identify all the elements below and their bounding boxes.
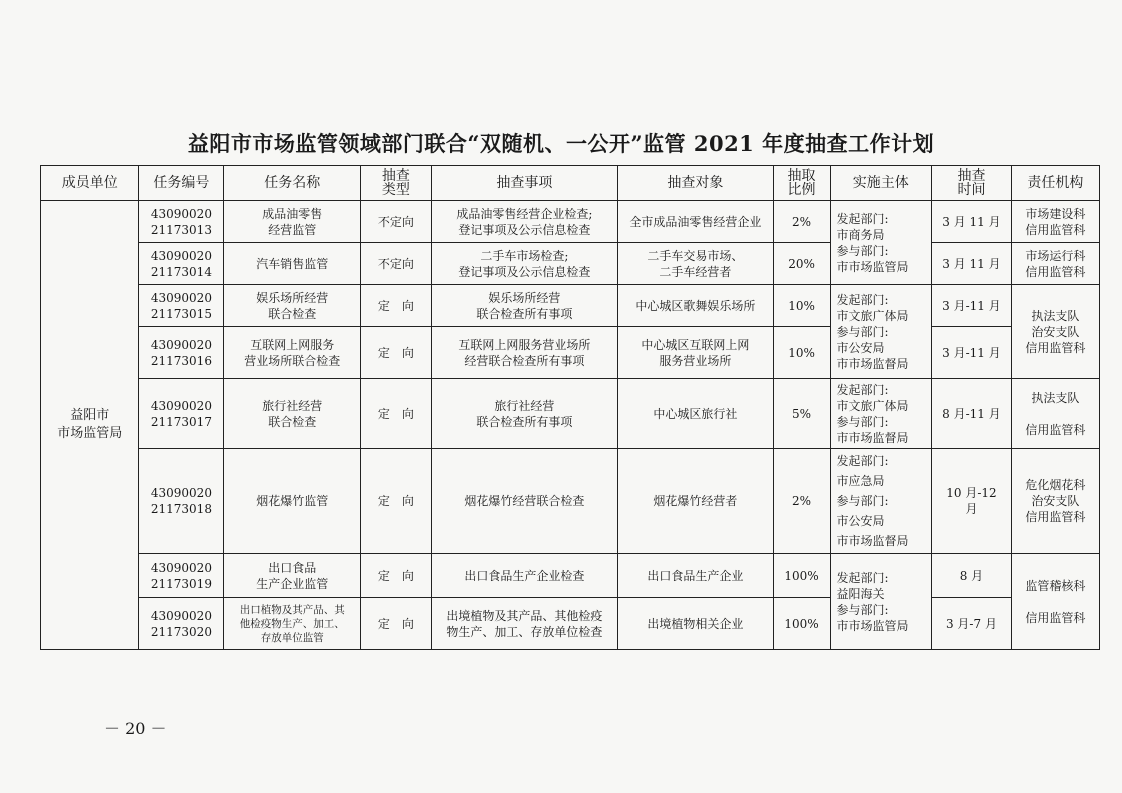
check-type-cell: 定 向 bbox=[361, 379, 431, 449]
table-row bbox=[41, 243, 1100, 285]
header-responsible: 责任机构 bbox=[1011, 166, 1099, 201]
task-code-cell: 43090020 21173017 bbox=[139, 379, 224, 449]
check-ratio-cell: 100% bbox=[773, 554, 830, 598]
task-name-cell: 旅行社经营 联合检查 bbox=[224, 379, 361, 449]
check-items-cell: 成品油零售经营企业检查; 登记事项及公示信息检查 bbox=[431, 201, 618, 243]
header-check-items: 抽查事项 bbox=[431, 166, 618, 201]
check-ratio-cell: 20% bbox=[773, 243, 830, 285]
header-task-name: 任务名称 bbox=[224, 166, 361, 201]
member-unit-cell: 益阳市 市场监管局 bbox=[41, 201, 139, 650]
check-items-cell: 出境植物及其产品、其他检疫 物生产、加工、存放单位检查 bbox=[431, 598, 618, 650]
check-items-cell: 二手车市场检查; 登记事项及公示信息检查 bbox=[431, 243, 618, 285]
header-task-code: 任务编号 bbox=[139, 166, 224, 201]
task-code-cell: 43090020 21173016 bbox=[139, 327, 224, 379]
check-time-cell: 3 月-7 月 bbox=[932, 598, 1012, 650]
header-check-objects: 抽查对象 bbox=[618, 166, 773, 201]
inspection-plan-table bbox=[40, 165, 1100, 650]
table-row bbox=[41, 598, 1100, 650]
task-name-cell: 娱乐场所经营 联合检查 bbox=[224, 285, 361, 327]
check-time-cell: 3 月 11 月 bbox=[932, 243, 1012, 285]
task-code-cell: 43090020 21173019 bbox=[139, 554, 224, 598]
check-ratio-cell: 2% bbox=[773, 201, 830, 243]
responsible-cell: 监管稽核科 信用监管科 bbox=[1011, 554, 1099, 650]
check-type-cell: 定 向 bbox=[361, 449, 431, 554]
table-row bbox=[41, 379, 1100, 449]
check-time-cell: 3 月-11 月 bbox=[932, 285, 1012, 327]
check-items-cell: 旅行社经营 联合检查所有事项 bbox=[431, 379, 618, 449]
check-objects-cell: 中心城区互联网上网 服务营业场所 bbox=[618, 327, 773, 379]
check-ratio-cell: 5% bbox=[773, 379, 830, 449]
task-code-cell: 43090020 21173020 bbox=[139, 598, 224, 650]
table-row bbox=[41, 285, 1100, 327]
task-code-cell: 43090020 21173013 bbox=[139, 201, 224, 243]
check-ratio-cell: 10% bbox=[773, 327, 830, 379]
table-row bbox=[41, 327, 1100, 379]
check-type-cell: 不定向 bbox=[361, 201, 431, 243]
task-code-cell: 43090020 21173015 bbox=[139, 285, 224, 327]
check-objects-cell: 中心城区歌舞娱乐场所 bbox=[618, 285, 773, 327]
check-items-cell: 娱乐场所经营 联合检查所有事项 bbox=[431, 285, 618, 327]
check-type-cell: 不定向 bbox=[361, 243, 431, 285]
check-objects-cell: 出口食品生产企业 bbox=[618, 554, 773, 598]
task-name-cell: 汽车销售监管 bbox=[224, 243, 361, 285]
task-code-cell: 43090020 21173018 bbox=[139, 449, 224, 554]
check-time-cell: 8 月-11 月 bbox=[932, 379, 1012, 449]
table-row bbox=[41, 201, 1100, 243]
table-row bbox=[41, 554, 1100, 598]
page-title: 益阳市市场监管领域部门联合“双随机、一公开”监管 2021 年度抽查工作计划 bbox=[187, 131, 935, 156]
check-ratio-cell: 2% bbox=[773, 449, 830, 554]
check-items-cell: 烟花爆竹经营联合检查 bbox=[431, 449, 618, 554]
check-type-cell: 定 向 bbox=[361, 285, 431, 327]
check-objects-cell: 烟花爆竹经营者 bbox=[618, 449, 773, 554]
responsible-cell: 执法支队 治安支队 信用监管科 bbox=[1011, 285, 1099, 379]
check-ratio-cell: 100% bbox=[773, 598, 830, 650]
check-items-cell: 出口食品生产企业检查 bbox=[431, 554, 618, 598]
check-type-cell: 定 向 bbox=[361, 554, 431, 598]
check-objects-cell: 中心城区旅行社 bbox=[618, 379, 773, 449]
task-code-cell: 43090020 21173014 bbox=[139, 243, 224, 285]
check-type-cell: 定 向 bbox=[361, 327, 431, 379]
check-time-cell: 3 月 11 月 bbox=[932, 201, 1012, 243]
check-objects-cell: 二手车交易市场、 二手车经营者 bbox=[618, 243, 773, 285]
check-items-cell: 互联网上网服务营业场所 经营联合检查所有事项 bbox=[431, 327, 618, 379]
check-objects-cell: 出境植物相关企业 bbox=[618, 598, 773, 650]
page-number: － 20 － bbox=[104, 719, 167, 738]
responsible-cell: 危化烟花科 治安支队 信用监管科 bbox=[1011, 449, 1099, 554]
header-check-time: 抽查 时间 bbox=[932, 166, 1012, 201]
implementer-cell: 发起部门: 市应急局 参与部门: 市公安局 市市场监督局 bbox=[830, 449, 932, 554]
table-header-row bbox=[41, 166, 1100, 201]
check-time-cell: 10 月-12 月 bbox=[932, 449, 1012, 554]
table-row bbox=[41, 449, 1100, 554]
check-type-cell: 定 向 bbox=[361, 598, 431, 650]
check-time-cell: 3 月-11 月 bbox=[932, 327, 1012, 379]
implementer-cell: 发起部门: 市文旅广体局 参与部门: 市市场监督局 bbox=[830, 379, 932, 449]
implementer-cell: 发起部门: 益阳海关 参与部门: 市市场监管局 bbox=[830, 554, 932, 650]
implementer-cell: 发起部门: 市商务局 参与部门: 市市场监管局 bbox=[830, 201, 932, 285]
header-check-type: 抽查 类型 bbox=[361, 166, 431, 201]
task-name-cell: 烟花爆竹监管 bbox=[224, 449, 361, 554]
task-name-cell: 出口食品 生产企业监管 bbox=[224, 554, 361, 598]
responsible-cell: 市场建设科 信用监管科 bbox=[1011, 201, 1099, 243]
check-ratio-cell: 10% bbox=[773, 285, 830, 327]
check-time-cell: 8 月 bbox=[932, 554, 1012, 598]
header-check-ratio: 抽取 比例 bbox=[773, 166, 830, 201]
task-name-cell: 出口植物及其产品、其 他检疫物生产、加工、 存放单位监管 bbox=[224, 598, 361, 650]
task-name-cell: 互联网上网服务 营业场所联合检查 bbox=[224, 327, 361, 379]
task-name-cell: 成品油零售 经营监管 bbox=[224, 201, 361, 243]
check-objects-cell: 全市成品油零售经营企业 bbox=[618, 201, 773, 243]
responsible-cell: 执法支队 信用监管科 bbox=[1011, 379, 1099, 449]
header-member-unit: 成员单位 bbox=[41, 166, 139, 201]
implementer-cell: 发起部门: 市文旅广体局 参与部门: 市公安局 市市场监督局 bbox=[830, 285, 932, 379]
header-implementer: 实施主体 bbox=[830, 166, 932, 201]
responsible-cell: 市场运行科 信用监管科 bbox=[1011, 243, 1099, 285]
